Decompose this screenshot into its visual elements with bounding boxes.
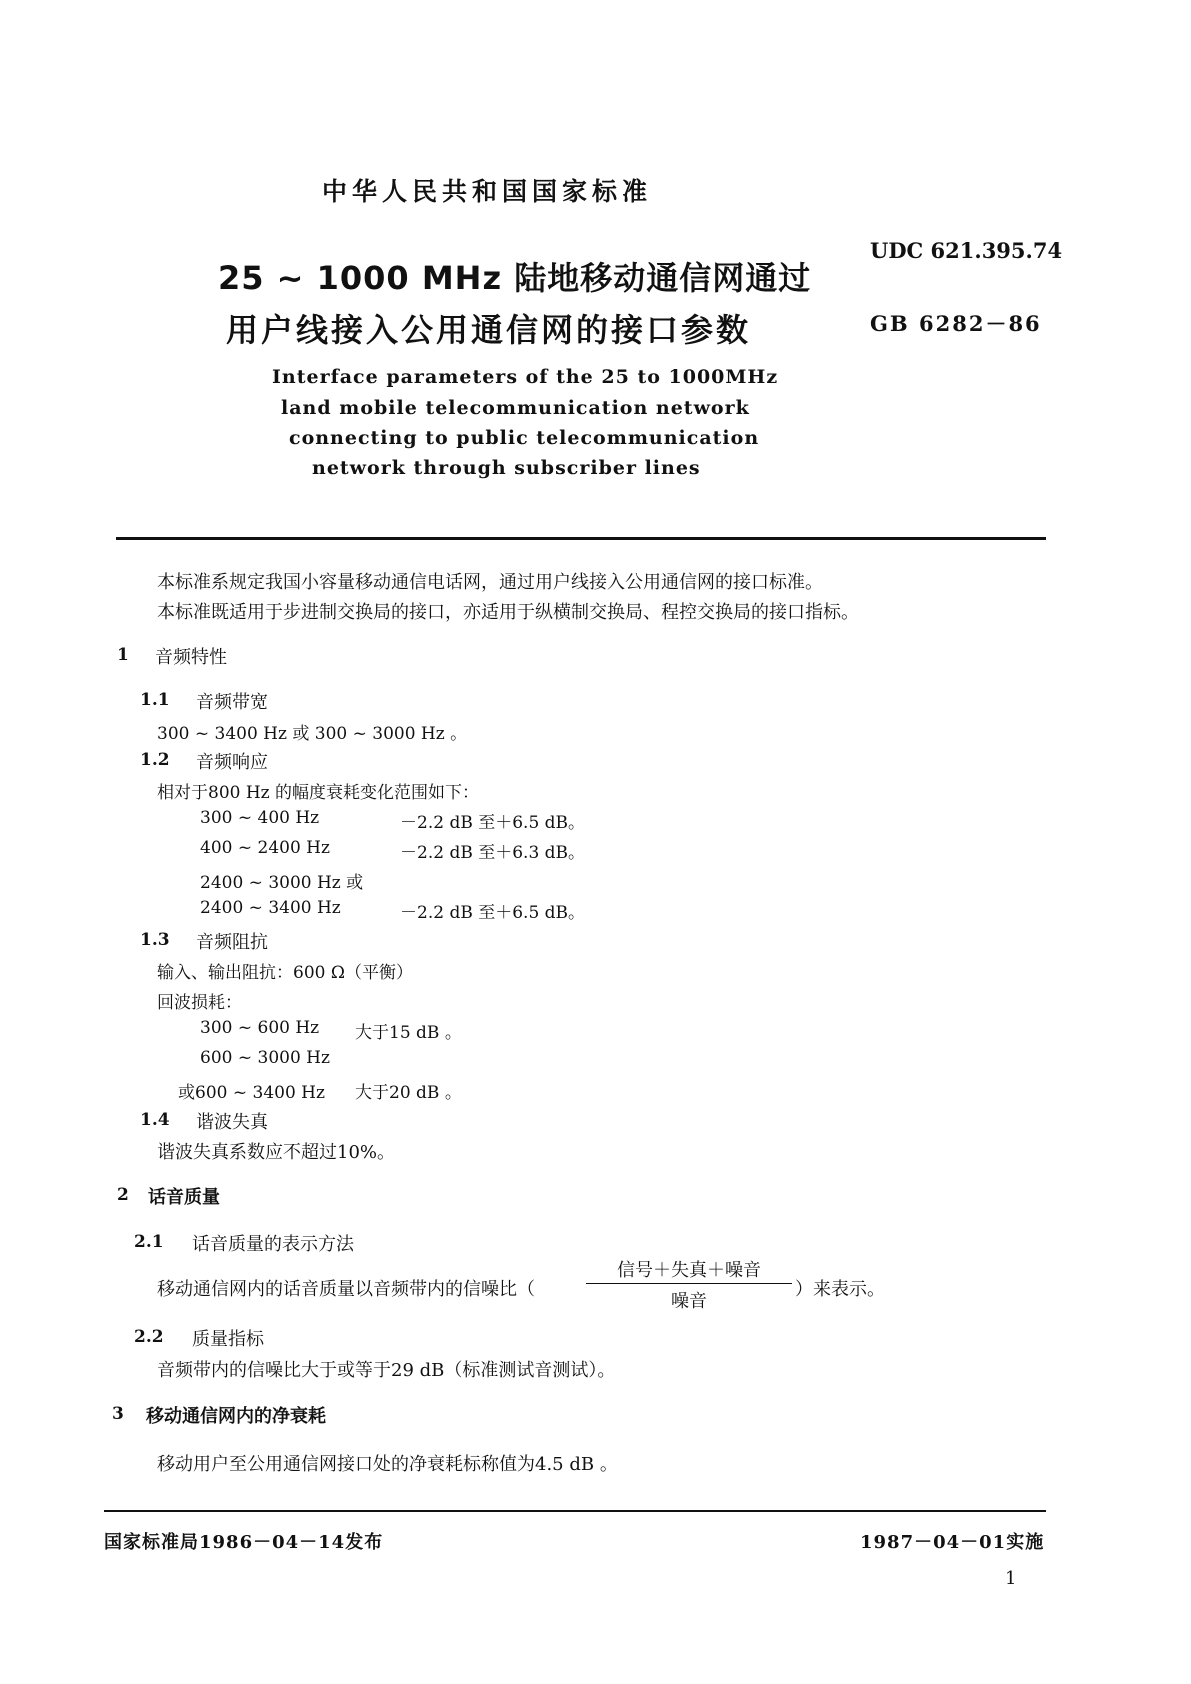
return-loss-row-range: 600 ~ 3000 Hz [200,1048,330,1068]
section-1-4-number: 1.4 [140,1110,170,1130]
effective-date: 1987－04－01实施 [860,1532,1045,1553]
section-1-1-title: 音频带宽 [196,692,268,713]
section-2-title: 话音质量 [148,1187,220,1208]
issued-date: 国家标准局1986－04－14发布 [104,1532,384,1553]
fraction-bar [586,1283,792,1284]
country-standard-heading: 中华人民共和国国家标准 [322,177,653,206]
snr-text-before: 移动通信网内的话音质量以音频带内的信噪比（ [157,1279,535,1300]
section-1-1-number: 1.1 [140,690,170,710]
response-row-range: 300 ~ 400 Hz [200,808,320,828]
section-1-title: 音频特性 [155,647,227,668]
section-1-2-intro: 相对于800 Hz 的幅度衰耗变化范围如下： [157,783,480,803]
title-en-line1: Interface parameters of the 25 to 1000MHz [272,366,779,388]
section-1-3-title: 音频阻抗 [196,932,268,953]
title-cn-line2: 用户线接入公用通信网的接口参数 [226,311,752,349]
snr-denominator: 噪音 [671,1291,707,1312]
title-en-line2: land mobile telecommunication network [281,397,750,419]
response-row-range: 2400 ~ 3400 Hz [200,898,341,918]
return-loss-row-range: 或600 ~ 3400 Hz [178,1083,325,1103]
return-loss-row-value: 大于20 dB 。 [355,1083,462,1103]
section-1-4-text: 谐波失真系数应不超过10%。 [157,1142,396,1163]
section-2-number: 2 [117,1185,129,1205]
intro-paragraph-1: 本标准系规定我国小容量移动通信电话网，通过用户线接入公用通信网的接口标准。 [157,572,823,593]
response-row-value: －2.2 dB 至＋6.5 dB。 [400,903,586,923]
header-divider [116,537,1046,540]
section-1-3-number: 1.3 [140,930,170,950]
section-2-2-text: 音频带内的信噪比大于或等于29 dB（标准测试音测试）。 [157,1360,616,1381]
section-2-2-title: 质量指标 [192,1329,264,1350]
response-row-value: －2.2 dB 至＋6.3 dB。 [400,843,586,863]
response-row-value: －2.2 dB 至＋6.5 dB。 [400,813,586,833]
return-loss-row-value: 大于15 dB 。 [355,1023,462,1043]
section-3-text: 移动用户至公用通信网接口处的净衰耗标称值为4.5 dB 。 [157,1454,618,1475]
response-row-range: 2400 ~ 3000 Hz 或 [200,873,364,893]
section-1-4-title: 谐波失真 [196,1112,268,1133]
snr-numerator: 信号＋失真＋噪音 [617,1260,761,1281]
return-loss-label: 回波损耗： [157,993,242,1013]
title-en-line3: connecting to public telecommunication [289,427,760,449]
impedance-line: 输入、输出阻抗：600 Ω（平衡） [157,963,413,983]
footer-divider [104,1510,1046,1512]
page-number: 1 [1005,1568,1017,1589]
gb-code: GB 6282－86 [870,311,1042,336]
intro-paragraph-2: 本标准既适用于步进制交换局的接口，亦适用于纵横制交换局、程控交换局的接口指标。 [157,602,859,623]
snr-text-after: ）来表示。 [795,1279,885,1300]
response-row-range: 400 ~ 2400 Hz [200,838,330,858]
section-1-2-number: 1.2 [140,750,170,770]
section-1-number: 1 [117,645,129,665]
section-2-1-title: 话音质量的表示方法 [192,1234,354,1255]
title-en-line4: network through subscriber lines [312,457,701,479]
section-3-title: 移动通信网内的净衰耗 [146,1406,326,1427]
udc-code: UDC 621.395.74 [870,238,1063,263]
return-loss-row-range: 300 ~ 600 Hz [200,1018,320,1038]
section-1-2-title: 音频响应 [196,752,268,773]
title-cn-line1: 25 ~ 1000 MHz 陆地移动通信网通过 [218,259,812,297]
section-2-2-number: 2.2 [134,1327,164,1347]
section-1-1-text: 300 ~ 3400 Hz 或 300 ~ 3000 Hz 。 [157,724,468,744]
section-2-1-number: 2.1 [134,1232,164,1252]
section-3-number: 3 [112,1404,124,1424]
